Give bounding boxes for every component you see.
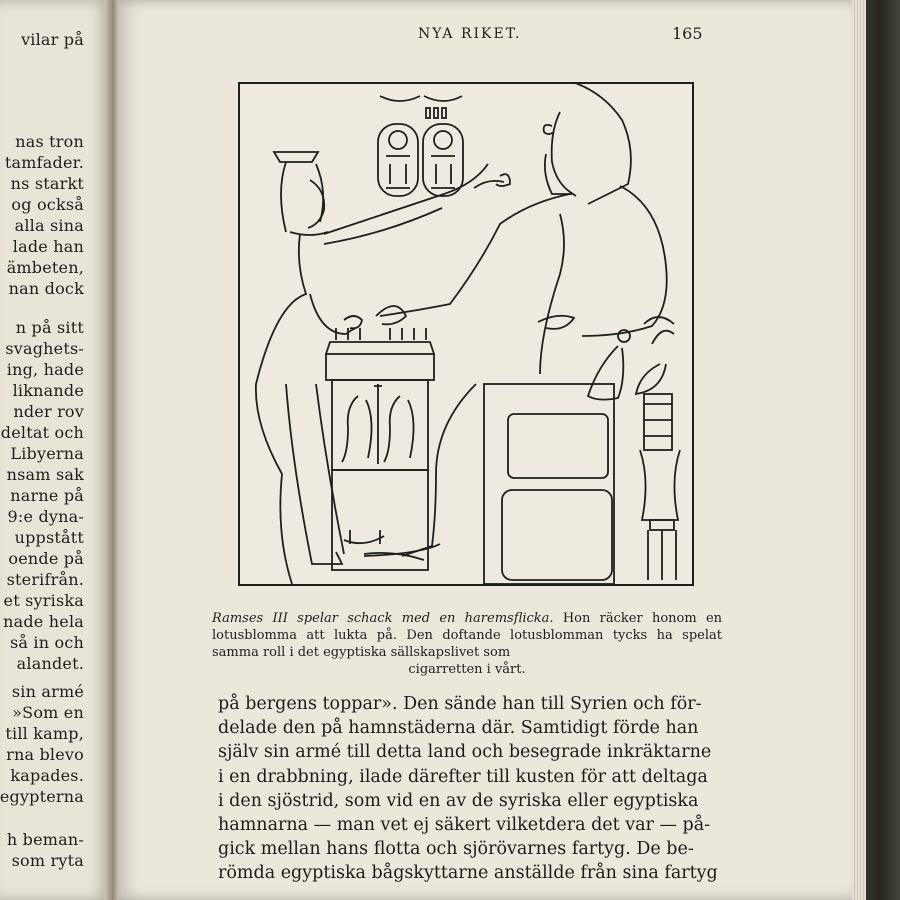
left-page-text-line: oende på [8,549,84,568]
left-page-text-line: nan dock [8,279,84,298]
left-page-text-line: n på sitt [15,318,84,337]
illustration-frame [238,82,694,586]
caption-last-line: cigarretten i vårt. [408,662,526,677]
left-page-text-line: h beman- [6,830,84,849]
left-page-text-line: nsam sak [6,465,84,484]
ramses-figure [364,84,667,584]
left-page-text-line: egypterna [0,787,84,806]
left-page-text-line: svaghets- [5,339,84,358]
lotus-stand [588,317,680,580]
left-page-text-line: ämbeten, [6,258,84,277]
left-page-text-line: ing, hade [6,360,84,379]
left-page-text-line: tamfader. [4,153,84,172]
body-text-line: römda egyptiska bågskyttarne anställde från sina fartyg [218,863,718,884]
body-text-line: i den sjöstrid, som vid en av de syriska eller egyptiska [218,790,699,811]
figure-caption [212,610,722,678]
page-edge [852,0,866,900]
left-page-text-line: narne på [10,486,84,505]
left-page-text-line: »Som en [12,703,84,722]
left-page-text-line: ns starkt [10,174,84,193]
left-page [0,0,112,900]
caption-text: Hon räcker honom en lotusblomma att lukta på. Den doftande lotusblomman tycks ha spelat samma roll i det egyptiska sällskapslivet som [212,611,723,660]
body-text-line: i en drabbning, ilade därefter till kusten för att deltaga [218,766,708,787]
left-page-text-line: 9:e dyna- [7,507,84,526]
left-page-text-line: till kamp, [5,724,84,743]
left-page-text-line: nas tron [15,132,84,151]
left-page-text-line: deltat och [0,423,84,442]
left-page-text-line: vilar på [21,30,84,49]
left-page-text-line: rna blevo [6,745,84,764]
left-page-text-line: uppstått [14,528,84,547]
body-text-line: själv sin armé till detta land och besegrade inkräktarne [218,742,712,763]
left-page-text-line: et syriska [3,591,84,610]
body-text-line: gick mellan hans flotta och sjörövarnes fartyg. De be- [218,839,694,860]
left-page-text-line: sin armé [11,682,84,701]
left-page-text-line: sterifrån. [6,570,84,589]
chess-table [326,328,434,570]
left-page-text-line: nade hela [3,612,84,631]
body-text-line: delade den på hamnstäderna där. Samtidigt förde han [218,718,699,739]
ramses-chess-illustration [240,84,692,584]
left-page-text-line: nder rov [13,402,84,421]
running-title: NYA RIKET. [418,26,522,42]
left-page-text-line: alandet. [16,654,84,673]
left-page-text-line: alla sina [14,216,84,235]
background-table [860,0,900,900]
left-page-text-line: og också [11,195,84,214]
left-page-text-line: så in och [9,633,84,652]
left-page-text-line: som ryta [11,851,84,870]
body-text-line: hamnarna — man vet ej säkert vilketdera det var — på- [218,815,711,835]
cartouche-group [378,96,463,196]
page-number: 165 [672,24,703,43]
left-page-text-line: kapades. [10,766,84,785]
body-text-line: på bergens toppar». Den sände han till Syrien och för- [218,694,702,714]
girl-figure [256,152,510,584]
left-page-text-line: lade han [12,237,84,256]
left-page-text-line: Libyerna [10,444,84,463]
caption-italic: Ramses III spelar schack med en haremsflicka. [212,611,554,626]
left-page-text-line: liknande [12,381,84,400]
